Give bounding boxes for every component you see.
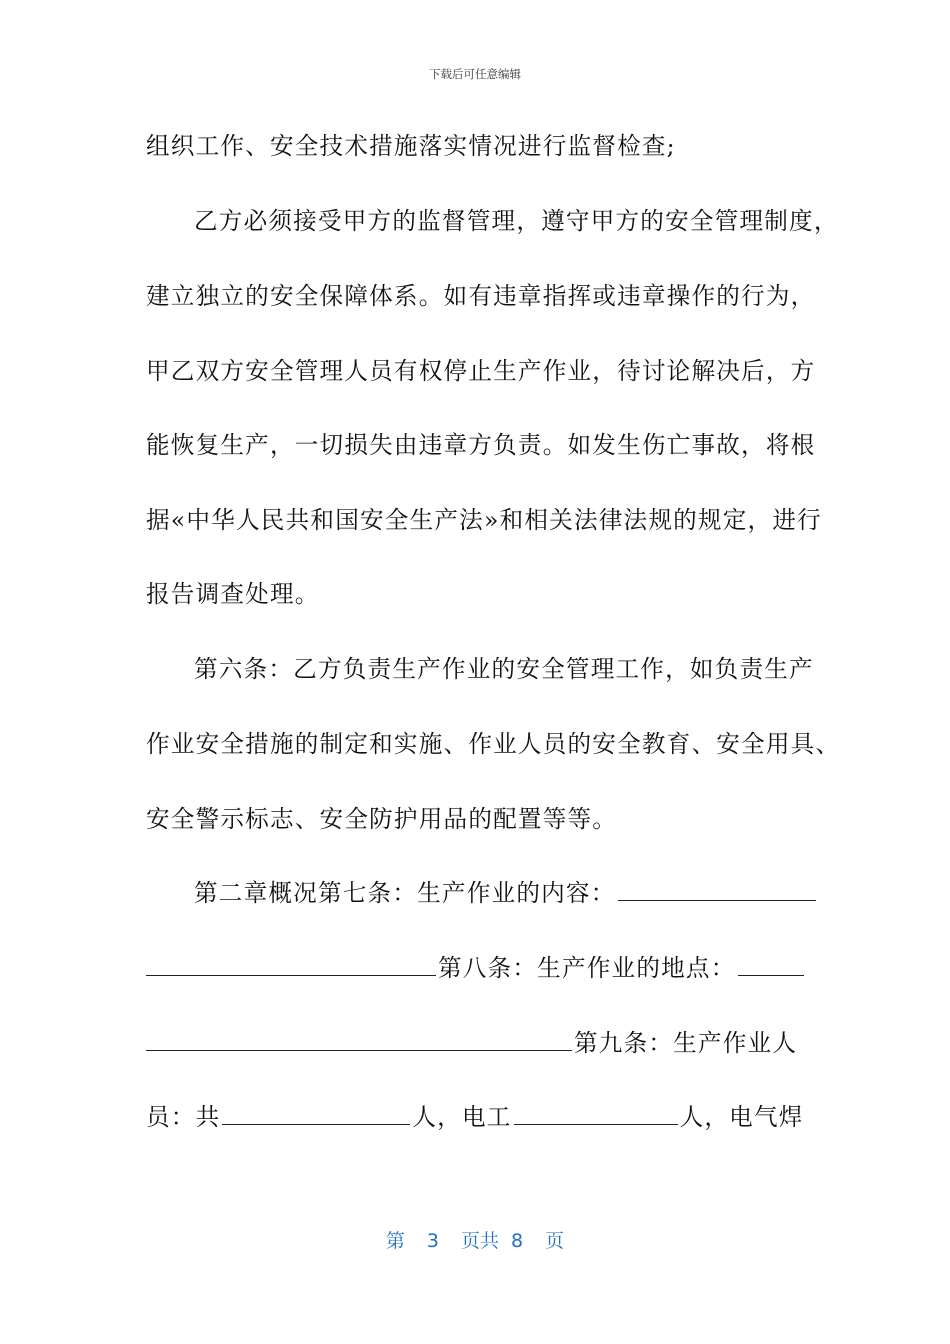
article-9-line <box>146 1028 806 1058</box>
article-8-label: 第八条：生产作业的地点： <box>438 954 736 982</box>
article-8-line <box>146 953 806 983</box>
footer-ye: 页 <box>545 1230 565 1252</box>
page-footer <box>0 1226 950 1253</box>
footer-di: 第 <box>385 1230 405 1252</box>
paragraph-line: 作业安全措施的制定和实施、作业人员的安全教育、安全用具、 <box>146 730 841 758</box>
total-staff-blank-field[interactable] <box>222 1104 410 1125</box>
paragraph-line: 能恢复生产，一切损失由违章方负责。如发生伤亡事故，将根 <box>146 431 816 459</box>
paragraph-line: 据«中华人民共和国安全生产法»和相关法律法规的规定，进行 <box>146 506 822 534</box>
location-blank-field-continued[interactable] <box>146 1030 572 1051</box>
current-page-number: 3 <box>426 1230 439 1252</box>
staff-unit-electrician: 人，电工 <box>412 1103 512 1131</box>
content-blank-field-continued[interactable] <box>146 955 436 976</box>
paragraph-line: 报告调查处理。 <box>146 580 320 608</box>
paragraph-line: 第六条：乙方负责生产作业的安全管理工作，如负责生产 <box>194 655 814 683</box>
total-page-number: 8 <box>511 1230 524 1252</box>
paragraph-line: 乙方必须接受甲方的监督管理，遵守甲方的安全管理制度， <box>194 207 839 235</box>
staff-prefix: 员：共 <box>146 1103 221 1131</box>
location-blank-field[interactable] <box>738 955 804 976</box>
paragraph-line: 安全警示标志、安全防护用品的配置等等。 <box>146 805 618 833</box>
paragraph-line: 组织工作、安全技术措施落实情况进行监督检查; <box>146 132 676 160</box>
content-blank-field[interactable] <box>618 880 816 901</box>
paragraph-line: 建立独立的安全保障体系。如有违章指挥或违章操作的行为， <box>146 282 816 310</box>
paragraph-line: 甲乙双方安全管理人员有权停止生产作业，待讨论解决后，方 <box>146 357 816 385</box>
footer-ye-gong: 页共 <box>460 1230 499 1252</box>
article-7-label: 第二章概况第七条：生产作业的内容： <box>194 879 616 907</box>
page-header: 下载后可任意编辑 <box>429 67 521 81</box>
article-9-label: 第九条：生产作业人 <box>574 1029 798 1057</box>
electrician-count-blank-field[interactable] <box>514 1104 678 1125</box>
article-7-line <box>194 878 854 908</box>
staff-unit-welder: 人，电气焊 <box>679 1103 804 1131</box>
staff-line <box>146 1102 806 1132</box>
